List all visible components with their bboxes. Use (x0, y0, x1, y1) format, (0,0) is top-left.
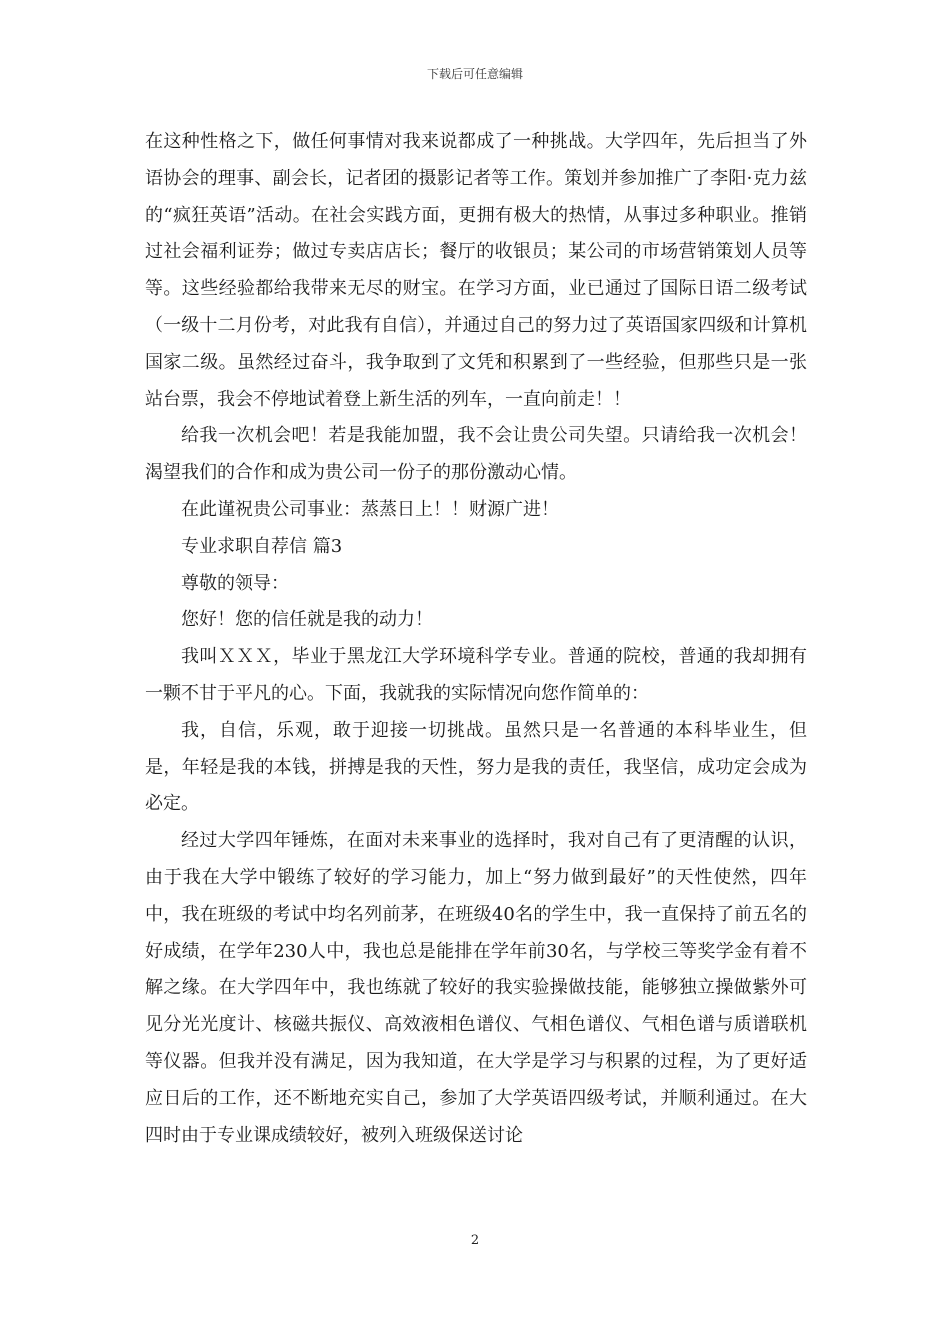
section-heading: 专业求职自荐信 篇3 (181, 535, 343, 557)
greeting: 您好！您的信任就是我的动力！ (181, 609, 433, 631)
page-number: 2 (470, 1233, 480, 1248)
paragraph: 给我一次机会吧！若是我能加盟，我不会让贵公司失望。只请给我一次机会！渴望我们的合作和成为贵公司一份子的那份激动心情。 (145, 425, 807, 484)
paragraph: 在此谨祝贵公司事业：蒸蒸日上！！财源广进！ (181, 498, 559, 520)
salutation: 尊敬的领导： (181, 572, 289, 594)
document-body (145, 124, 807, 1154)
paragraph: 我叫ＸＸＸ，毕业于黑龙江大学环境科学专业。普通的院校，普通的我却拥有一颗不甘于平凡的心。下面，我就我的实际情况向您作简单的： (145, 646, 807, 704)
paragraph: 我，自信，乐观，敢于迎接一切挑战。虽然只是一名普通的本科毕业生，但是，年轻是我的本钱，拼搏是我的天性，努力是我的责任，我坚信，成功定会成为必定。 (145, 719, 807, 815)
paragraph: 在这种性格之下，做任何事情对我来说都成了一种挑战。大学四年，先后担当了外语协会的理事、副会长，记者团的摄影记者等工作。策划并参加推广了李阳·克力兹的“疯狂英语”活动。在社会实践方面，更拥有极大的热情，从事过多种职业。推销过社会福利证券；做过专卖店店长；餐厅的收银员；某公司的市场营销策划人员等等。这些经验都给我带来无尽的财宝。在学习方面，业已通过了国际日语二级考试（一级十二月份考，对此我有自信），并通过自己的努力过了英语国家四级和计算机国家二级。虽然经过奋斗，我争取到了文凭和积累到了一些经验，但那些只是一张站台票，我会不停地试着登上新生活的列车，一直向前走！！ (145, 131, 807, 410)
paragraph: 经过大学四年锤炼，在面对未来事业的选择时，我对自己有了更清醒的认识，由于我在大学中锻练了较好的学习能力，加上“努力做到最好”的天性使然，四年中，我在班级的考试中均名列前茅，在班级40名的学生中，我一直保持了前五名的好成绩，在学年230人中，我也总是能排在学年前30名，与学校三等奖学金有着不解之缘。在大学四年中，我也练就了较好的我实验操做技能，能够独立操做紫外可见分光光度计、核磁共振仪、高效液相色谱仪、气相色谱仪、气相色谱与质谱联机等仪器。但我并没有满足，因为我知道，在大学是学习与积累的过程，为了更好适应日后的工作，还不断地充实自己，参加了大学英语四级考试，并顺利通过。在大四时由于专业课成绩较好，被列入班级保送讨论 (145, 830, 807, 1146)
page-header-note: 下载后可任意编辑 (426, 67, 523, 81)
